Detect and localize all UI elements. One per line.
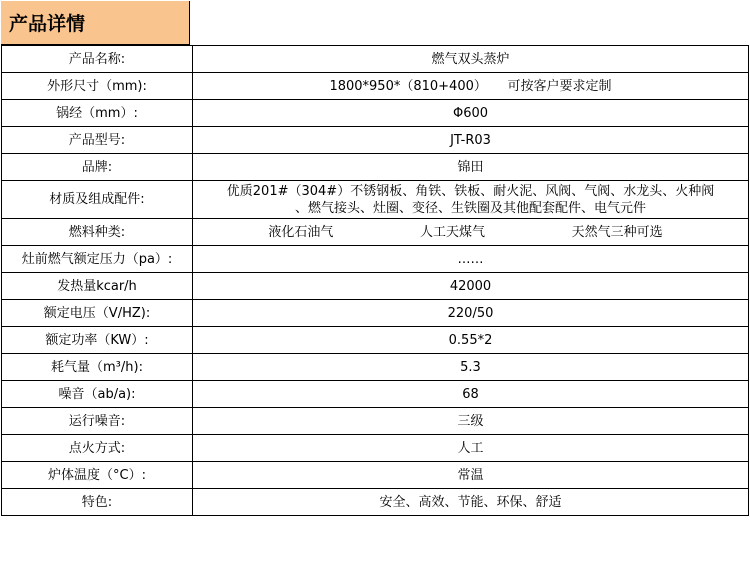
table-row xyxy=(2,219,749,246)
materials-line-1: 优质201#（304#）不锈钢板、角铁、铁板、耐火泥、风阀、气阀、水龙头、火种阀 xyxy=(226,183,715,199)
table-row xyxy=(2,435,749,462)
section-title: 产品详情 xyxy=(1,1,190,45)
row-label: 额定电压（V/HZ): xyxy=(2,300,193,327)
header-row xyxy=(0,0,750,46)
row-value: …… xyxy=(193,246,749,273)
table-row xyxy=(2,381,749,408)
row-value: 5.3 xyxy=(193,354,749,381)
row-value xyxy=(193,219,749,246)
table-row xyxy=(2,273,749,300)
fuel-option: 天然气三种可选 xyxy=(571,224,663,240)
row-label: 额定功率（KW）: xyxy=(2,327,193,354)
row-label: 点火方式: xyxy=(2,435,193,462)
row-label: 外形尺寸（mm): xyxy=(2,73,193,100)
row-value: 安全、高效、节能、环保、舒适 xyxy=(193,489,749,516)
row-label: 炉体温度（°C）: xyxy=(2,462,193,489)
fuel-option: 液化石油气 xyxy=(268,224,334,240)
row-value: 42000 xyxy=(193,273,749,300)
row-value: 锦田 xyxy=(193,154,749,181)
spec-table xyxy=(1,45,749,516)
row-value: 燃气双头蒸炉 xyxy=(193,46,749,73)
row-label: 锅经（mm）: xyxy=(2,100,193,127)
materials-line-2: 、燃气接头、灶圈、变径、生铁圈及其他配套配件、电气元件 xyxy=(294,200,646,216)
fuel-option: 人工天煤气 xyxy=(419,224,485,240)
row-value: 220/50 xyxy=(193,300,749,327)
row-label: 品牌: xyxy=(2,154,193,181)
table-row xyxy=(2,408,749,435)
row-value: Φ600 xyxy=(193,100,749,127)
row-label: 特色: xyxy=(2,489,193,516)
table-row xyxy=(2,154,749,181)
row-value: 三级 xyxy=(193,408,749,435)
row-label: 燃料种类: xyxy=(2,219,193,246)
table-row xyxy=(2,300,749,327)
row-value: 常温 xyxy=(193,462,749,489)
table-row xyxy=(2,46,749,73)
row-value: 0.55*2 xyxy=(193,327,749,354)
row-value: 人工 xyxy=(193,435,749,462)
row-label: 耗气量（m³/h): xyxy=(2,354,193,381)
row-value: JT-R03 xyxy=(193,127,749,154)
row-label: 材质及组成配件: xyxy=(2,181,193,219)
row-value xyxy=(193,181,749,219)
table-row xyxy=(2,181,749,219)
row-label: 产品型号: xyxy=(2,127,193,154)
row-label: 灶前燃气额定压力（pa）: xyxy=(2,246,193,273)
table-row xyxy=(2,489,749,516)
table-row xyxy=(2,354,749,381)
row-label: 噪音（ab/a): xyxy=(2,381,193,408)
table-row xyxy=(2,462,749,489)
row-label: 运行噪音: xyxy=(2,408,193,435)
row-value: 1800*950*（810+400） 可按客户要求定制 xyxy=(193,73,749,100)
row-label: 产品名称: xyxy=(2,46,193,73)
row-label: 发热量kcar/h xyxy=(2,273,193,300)
table-row xyxy=(2,73,749,100)
table-row xyxy=(2,246,749,273)
table-row xyxy=(2,100,749,127)
table-row xyxy=(2,327,749,354)
row-value: 68 xyxy=(193,381,749,408)
table-row xyxy=(2,127,749,154)
